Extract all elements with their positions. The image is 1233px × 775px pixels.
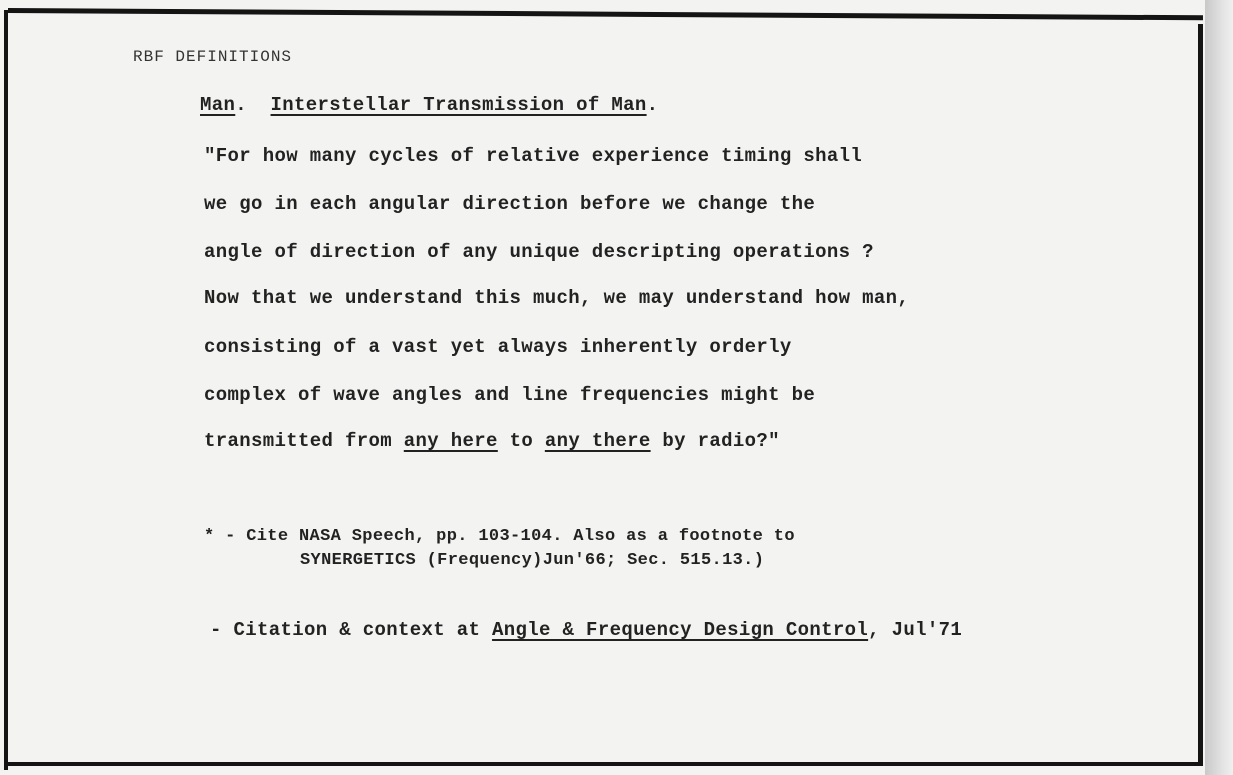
entry-term: Man	[200, 94, 236, 116]
card-border-left	[4, 10, 8, 770]
last-line-pre: transmitted from	[204, 430, 404, 452]
quote-line-7	[204, 430, 780, 452]
citation-link[interactable]: Angle & Frequency Design Control	[492, 619, 869, 641]
footnote-line-1: * - Cite NASA Speech, pp. 103-104. Also as a footnote to	[204, 527, 795, 546]
quote-line-2: we go in each angular direction before we change the	[204, 193, 816, 215]
card-border-top	[8, 8, 1203, 20]
header-title: RBF DEFINITIONS	[133, 48, 293, 66]
page-edge	[1205, 0, 1233, 775]
quote-line-6: complex of wave angles and line frequencies might be	[204, 384, 816, 406]
quote-line-4: Now that we understand this much, we may understand how man,	[204, 287, 910, 309]
citation-post: , Jul'71	[868, 619, 963, 641]
entry-subtitle-suffix: .	[646, 94, 659, 116]
citation-line	[210, 619, 962, 641]
entry-title	[200, 94, 658, 116]
quote-line-5: consisting of a vast yet always inherently orderly	[204, 336, 792, 358]
quote-line-3: angle of direction of any unique descripting operations ?	[204, 241, 874, 263]
phrase-any-here: any here	[403, 430, 498, 452]
citation-pre: - Citation & context at	[210, 619, 493, 641]
entry-term-suffix: .	[235, 94, 271, 116]
last-line-post: by radio?"	[650, 430, 780, 452]
last-line-mid: to	[497, 430, 545, 452]
entry-subtitle: Interstellar Transmission of Man	[270, 94, 647, 116]
quote-line-1: "For how many cycles of relative experience timing shall	[204, 145, 863, 167]
card-border-right	[1198, 24, 1203, 766]
phrase-any-there: any there	[544, 430, 651, 452]
card-border-bottom	[4, 762, 1203, 766]
footnote-line-2: SYNERGETICS (Frequency)Jun'66; Sec. 515.13.)	[300, 551, 765, 570]
